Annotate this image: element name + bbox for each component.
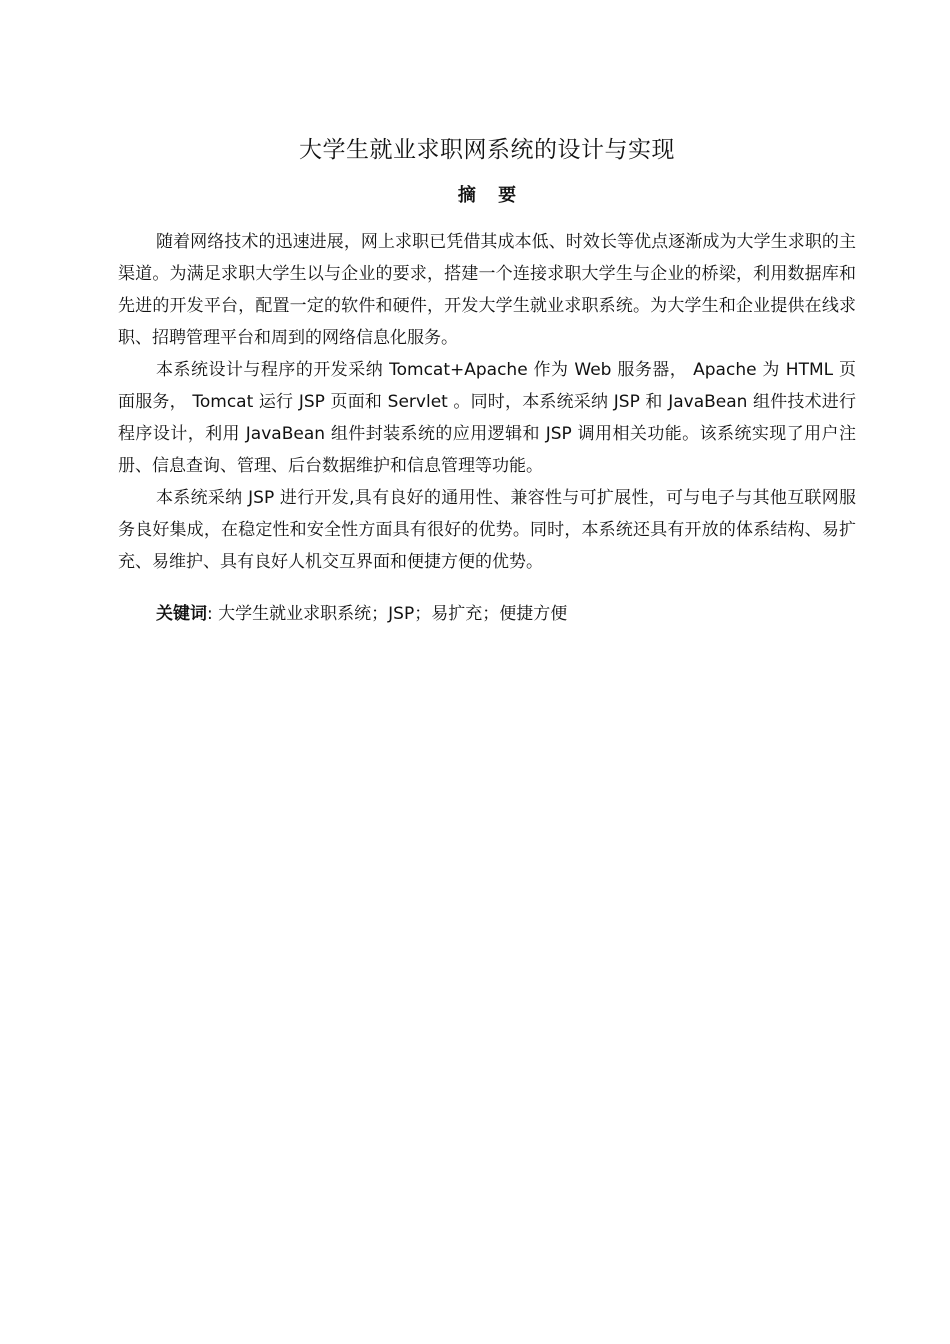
keywords-text: 大学生就业求职系统；JSP；易扩充；便捷方便 [212,604,568,624]
abstract-paragraph-2: 本系统设计与程序的开发采纳 Tomcat+Apache 作为 Web 服务器， Apache 为 HTML 页面服务， Tomcat 运行 JSP 页面和 Servlet 。同时，本系统采纳 JSP 和 JavaBean 组件技术进行程序设计，利用 JavaBean 组件封装系统的应用逻辑和 JSP 调用相关功能。该系统实现了用户注册、信息查询、管理、后台数据维护和信息管理等功能。 [118,360,856,476]
document-title: 大学生就业求职网系统的设计与实现 [299,137,675,163]
abstract-heading: 摘 要 [457,185,525,206]
abstract-paragraph-3: 本系统采纳 JSP 进行开发,具有良好的通用性、兼容性与可扩展性，可与电子与其他互联网服务良好集成，在稳定性和安全性方面具有很好的优势。同时，本系统还具有开放的体系结构、易扩充、易维护、具有良好人机交互界面和便捷方便的优势。 [118,488,856,572]
keywords-label: 关键词 [156,604,207,624]
document-page [118,128,856,630]
keywords-line [118,598,856,630]
keywords-separator: : [207,604,213,624]
abstract-paragraph-1: 随着网络技术的迅速进展，网上求职已凭借其成本低、时效长等优点逐渐成为大学生求职的主渠道。为满足求职大学生以与企业的要求，搭建一个连接求职大学生与企业的桥梁，利用数据库和先进的开发平台，配置一定的软件和硬件，开发大学生就业求职系统。为大学生和企业提供在线求职、招聘管理平台和周到的网络信息化服务。 [118,232,856,348]
